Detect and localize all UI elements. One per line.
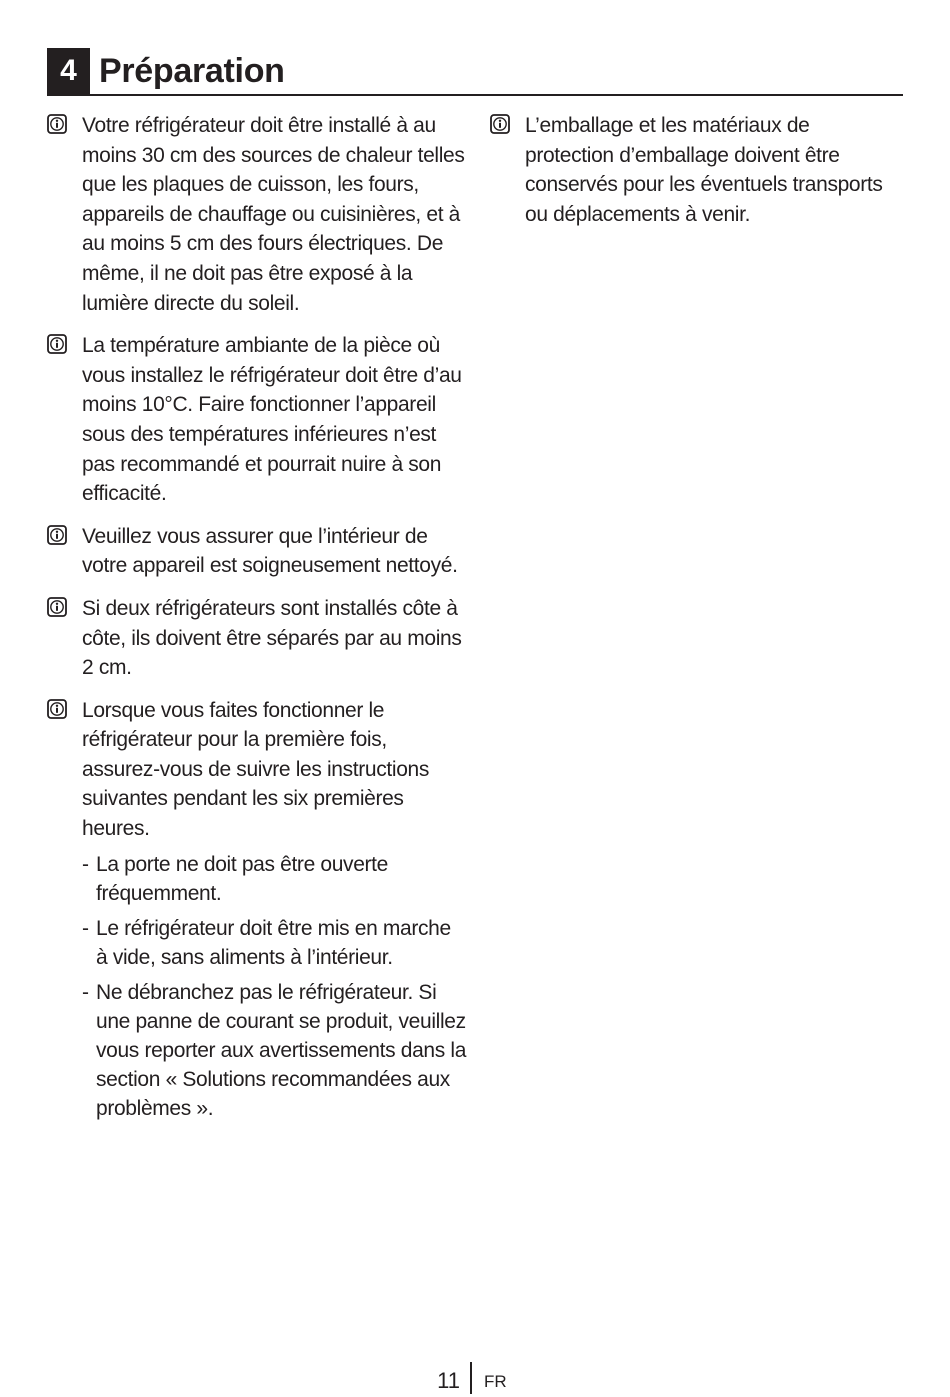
note-text: Lorsque vous faites fonctionner le réfrigérateur pour la première fois, assurez-vous de suivre les instructions suivantes pendant les six premières heures. xyxy=(82,698,430,841)
section-title: Préparation xyxy=(99,52,285,90)
section-header xyxy=(47,48,903,96)
list-dash: - xyxy=(82,916,89,940)
note-packaging xyxy=(490,111,900,229)
note-cleaning xyxy=(47,522,467,581)
note-text: Si deux réfrigérateurs sont installés côte à côte, ils doivent être séparés par au moins 2 cm. xyxy=(82,596,462,680)
note-text: La température ambiante de la pièce où vous installez le réfrigérateur doit être d’au moins 10°C. Faire fonctionner l’appareil sous des températures inférieures n’est pas recommandé et pourrait nuire à son efficacité. xyxy=(82,334,462,506)
info-icon xyxy=(47,525,67,545)
info-icon xyxy=(47,597,67,617)
note-text: Veuillez vous assurer que l’intérieur de votre appareil est soigneusement nettoyé. xyxy=(82,524,458,578)
right-column xyxy=(490,111,900,242)
note-first-use xyxy=(47,696,467,1123)
section-number: 4 xyxy=(47,48,90,94)
info-icon xyxy=(47,699,67,719)
info-icon xyxy=(47,334,67,354)
note-temperature xyxy=(47,331,467,509)
list-item xyxy=(82,914,467,972)
note-side-by-side xyxy=(47,594,467,683)
list-item-text: Le réfrigérateur doit être mis en marche à vide, sans aliments à l’intérieur. xyxy=(96,916,451,969)
page-footer xyxy=(0,1362,950,1396)
first-use-instructions xyxy=(82,850,467,1123)
list-item-text: Ne débranchez pas le réfrigérateur. Si une panne de courant se produit, veuillez vous reporter aux avertissements dans la section « Solutions recommandées aux problèmes ». xyxy=(96,980,467,1120)
language-code: FR xyxy=(484,1372,507,1391)
note-text: Votre réfrigérateur doit être installé à au moins 30 cm des sources de chaleur telles que les plaques de cuisson, les fours, appareils de chauffage ou cuisinières, et à au moins 5 cm des fours électriques. De même, il ne doit pas être exposé à la lumière directe du soleil. xyxy=(82,114,465,315)
left-column xyxy=(47,111,467,1136)
list-item xyxy=(82,978,467,1123)
page-number: 11 xyxy=(437,1368,460,1393)
info-icon xyxy=(490,114,510,134)
list-dash: - xyxy=(82,852,89,876)
list-dash: - xyxy=(82,980,89,1004)
note-text: L’emballage et les matériaux de protection d’emballage doivent être conservés pour les éventuels transports ou déplacements à venir. xyxy=(525,114,883,226)
footer-divider xyxy=(470,1362,472,1394)
note-placement xyxy=(47,111,467,318)
info-icon xyxy=(47,114,67,134)
list-item xyxy=(82,850,467,908)
list-item-text: La porte ne doit pas être ouverte fréquemment. xyxy=(96,852,388,905)
